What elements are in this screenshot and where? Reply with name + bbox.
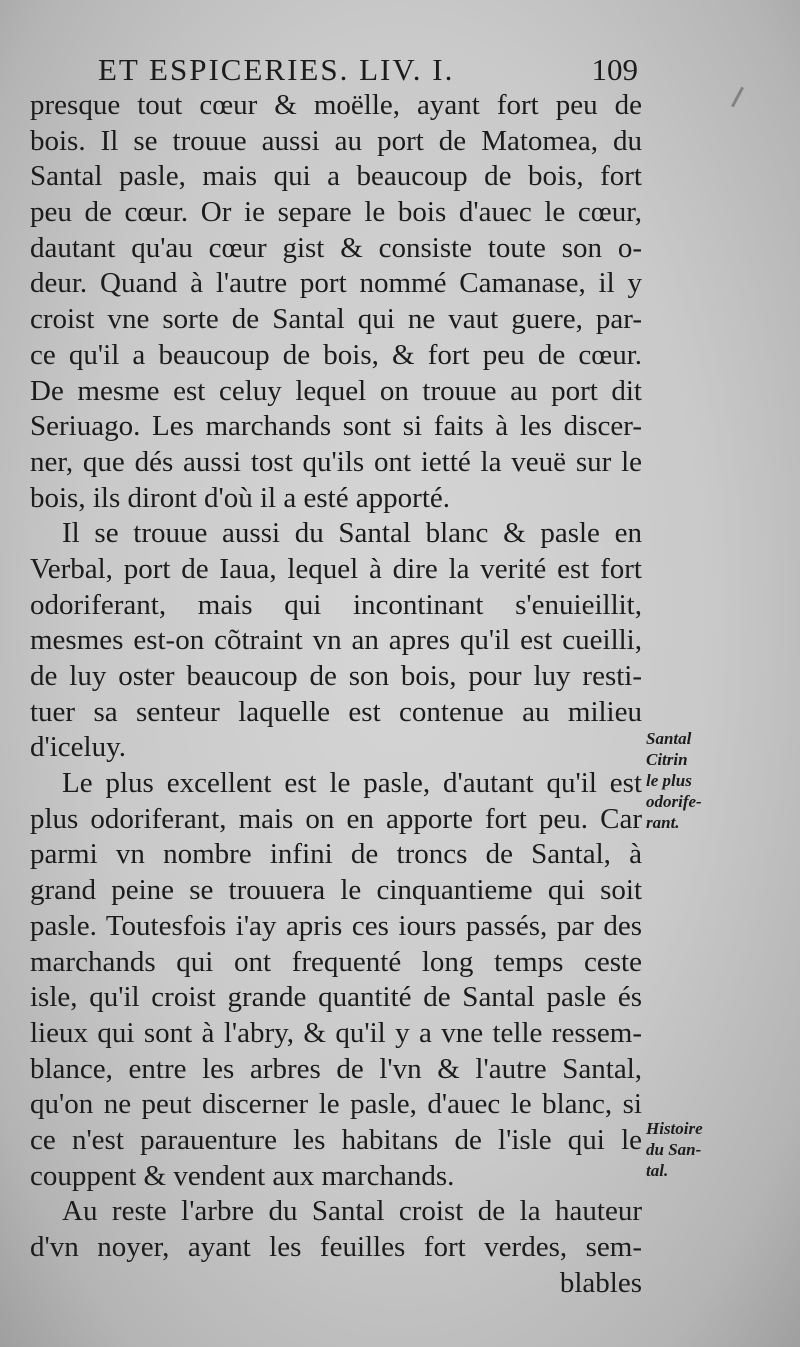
text-line: ner, que dés aussi tost qu'ils ont ietté la veuë sur le xyxy=(30,445,642,478)
catchword: blables xyxy=(559,1266,642,1299)
margin-note-line: du San- xyxy=(646,1140,702,1159)
text-line: grand peine se trouuera le cinquantieme qui soit xyxy=(30,874,642,907)
text-line: pasle. Toutesfois i'ay apris ces iours passés, par des xyxy=(30,909,642,942)
text-line: couppent & vendent aux marchands. xyxy=(30,1159,455,1192)
paragraph-first-line: Il se trouue aussi du Santal blanc & pasle en xyxy=(62,517,642,550)
text-line: d'iceluy. xyxy=(30,731,126,764)
page-number: 109 xyxy=(591,52,638,87)
margin-note-line: odorife- xyxy=(646,792,702,811)
margin-note-histoire xyxy=(646,1118,746,1181)
margin-note-line: tal. xyxy=(646,1161,669,1180)
text-line: plus odoriferant, mais on en apporte fort peu. Car xyxy=(30,802,642,835)
text-line: Seriuago. Les marchands sont si faits à les discer- xyxy=(30,410,642,443)
running-head-title: ET ESPICERIES. LIV. I. xyxy=(98,52,455,87)
running-head xyxy=(98,52,638,92)
margin-note-line: Santal xyxy=(646,729,692,748)
text-line: isle, qu'il croist grande quantité de Santal pasle és xyxy=(30,981,642,1014)
text-line: lieux qui sont à l'abry, & qu'il y a vne telle ressem- xyxy=(30,1016,642,1049)
text-line: Santal pasle, mais qui a beaucoup de bois, fort xyxy=(30,160,642,193)
text-line: mesmes est-on cõtraint vn an apres qu'il est cueilli, xyxy=(30,624,642,657)
paragraph-first-line: Le plus excellent est le pasle, d'autant qu'il est xyxy=(62,767,642,800)
text-line: odoriferant, mais qui incontinant s'enuieillit, xyxy=(30,588,642,621)
margin-note-santal-citrin xyxy=(646,728,746,833)
text-line: marchands qui ont frequenté long temps ceste xyxy=(30,945,642,978)
text-line: Verbal, port de Iaua, lequel à dire la verité est fort xyxy=(30,552,642,585)
paragraph-first-line: Au reste l'arbre du Santal croist de la hauteur xyxy=(62,1195,642,1228)
text-line: De mesme est celuy lequel on trouue au port dit xyxy=(30,374,642,407)
text-line: qu'on ne peut discerner le pasle, d'auec le blanc, si xyxy=(30,1088,642,1121)
text-line: dautant qu'au cœur gist & consiste toute son o- xyxy=(30,231,642,264)
text-line: croist vne sorte de Santal qui ne vaut guere, par- xyxy=(30,303,642,336)
text-line: bois, ils diront d'où il a esté apporté. xyxy=(30,481,451,514)
text-line: deur. Quand à l'autre port nommé Camanase, il y xyxy=(30,267,642,300)
text-line: d'vn noyer, ayant les feuilles fort verdes, sem- xyxy=(30,1231,642,1263)
text-line: presque tout cœur & moëlle, ayant fort peu de xyxy=(30,89,642,121)
text-line: bois. Il se trouue aussi au port de Matomea, du xyxy=(30,124,642,157)
ink-stroke-mark xyxy=(731,87,744,108)
text-line: blance, entre les arbres de l'vn & l'autre Santal, xyxy=(30,1052,642,1085)
margin-note-line: Citrin xyxy=(646,750,688,769)
text-line: ce qu'il a beaucoup de bois, & fort peu de cœur. xyxy=(30,338,642,371)
body-text xyxy=(30,88,642,1301)
margin-note-line: Histoire xyxy=(646,1119,703,1138)
text-line: de luy oster beaucoup de son bois, pour luy resti- xyxy=(30,660,642,692)
text-line: parmi vn nombre infini de troncs de Santal, à xyxy=(30,838,642,871)
margin-note-line: le plus xyxy=(646,771,692,790)
text-line: tuer sa senteur laquelle est contenue au milieu xyxy=(30,695,642,728)
text-line: peu de cœur. Or ie separe le bois d'auec le cœur, xyxy=(30,196,642,229)
text-line: ce n'est parauenture les habitans de l'isle qui le xyxy=(30,1123,642,1156)
margin-note-line: rant. xyxy=(646,813,680,832)
